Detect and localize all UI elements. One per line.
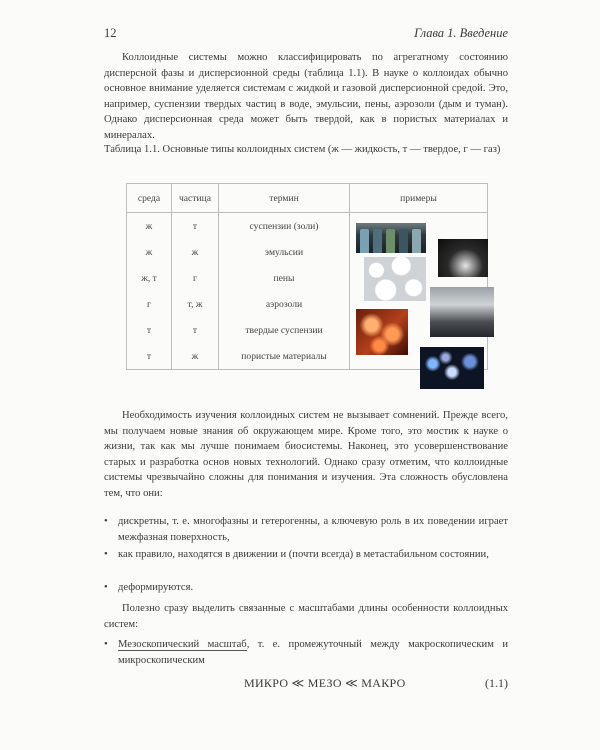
cell-term: эмульсии [219,239,350,265]
intro-paragraph: Коллоидные системы можно классифицировать по агрегатному состоянию дисперсной фазы и дисперсионной среды (таблица 1.1). В науке о коллоидах обычно основное внимание уделяется системам с жидкой и газовой дисперсионной средой. Это, например, суспензии твердых частиц в воде, эмульсии, пены, аэрозоли (дым и туман). Однако дисперсионная среда может быть твердой, как в пористых материалах и минералах. [104,52,508,141]
cell-particle: г [172,265,219,291]
examples-photos-cell [350,213,488,370]
cell-medium: ж, т [127,265,172,291]
equation-number: (1.1) [485,676,508,690]
page-header [104,26,508,44]
table-header-term: термин [219,184,350,213]
cell-particle: т [172,213,219,240]
list-item [104,547,508,563]
list-item-text: деформируются. [118,582,194,593]
equation-formula: МИКРО ≪ МЕЗО ≪ МАКРО [244,676,406,690]
cell-term: аэрозоли [219,291,350,317]
table-caption: Таблица 1.1. Основные типы коллоидных систем (ж — жидкость, т — твердое, г — газ) [104,144,501,155]
vial [399,229,408,253]
scale-paragraph: Полезно сразу выделить связанные с масштабами длины особенности коллоидных систем: [104,603,508,630]
cell-medium: ж [127,239,172,265]
list-item-text [118,637,508,668]
cell-term: суспензии (золи) [219,213,350,240]
page-number: 12 [104,26,117,40]
list-item-text: как правило, находятся в движении и (почти всегда) в метастабильном состоянии, [118,549,489,560]
table-header-particle: частица [172,184,219,213]
vial [373,229,382,253]
porous-material-photo [420,347,484,389]
bullet-icon: • [104,549,108,560]
bullet-icon: • [104,516,108,527]
table-header-medium: среда [127,184,172,213]
chapter-title: Глава 1. Введение [414,26,508,40]
foam-bubbles-photo [364,257,426,301]
cell-particle: т [172,317,219,343]
vial [360,229,369,253]
list-item [104,637,508,668]
cell-term: пены [219,265,350,291]
bullet-icon: • [104,639,108,650]
aerosol-clouds-photo [430,287,494,337]
suspension-vials-photo [356,223,426,253]
bullet-icon: • [104,582,108,593]
list-item [104,514,508,545]
list-item [104,580,508,596]
cell-particle: т, ж [172,291,219,317]
cell-medium: г [127,291,172,317]
mesoscopic-term: Мезоскопический масштаб [118,639,247,650]
cell-term: твердые суспензии [219,317,350,343]
table-row [127,213,488,240]
cell-medium: т [127,317,172,343]
cell-particle: ж [172,343,219,370]
necessity-paragraph: Необходимость изучения коллоидных систем не вызывает сомнений. Прежде всего, мы получаем новые знания об окружающем мире. Кроме того, это мостик к науке о жизни, так как мы лучше понимаем биосистемы. Наконец, это усовершенствование старых и разработка основ новых технологий. Однако сразу отметим, что коллоидные системы чрезвычайно сложны для понимания и изучения. Эта сложность обусловлена тем, что они: [104,410,508,499]
cell-term: пористые материалы [219,343,350,370]
table-header-examples: примеры [350,184,488,213]
vial [412,229,421,253]
colloid-types-table [126,183,488,370]
vial [386,229,395,253]
mesoscopic-definition: , т. е. промежуточный между макроскопическим и микроскопическим [118,639,508,666]
list-item-text: дискретны, т. е. многофазны и гетерогенны, а ключевую роль в их поведении играет межфазная поверхность, [118,516,508,543]
cell-medium: т [127,343,172,370]
cell-particle: ж [172,239,219,265]
equation-block [104,676,508,694]
emulsion-droplet-photo [438,239,488,277]
solid-suspension-photo [356,309,408,355]
cell-medium: ж [127,213,172,240]
